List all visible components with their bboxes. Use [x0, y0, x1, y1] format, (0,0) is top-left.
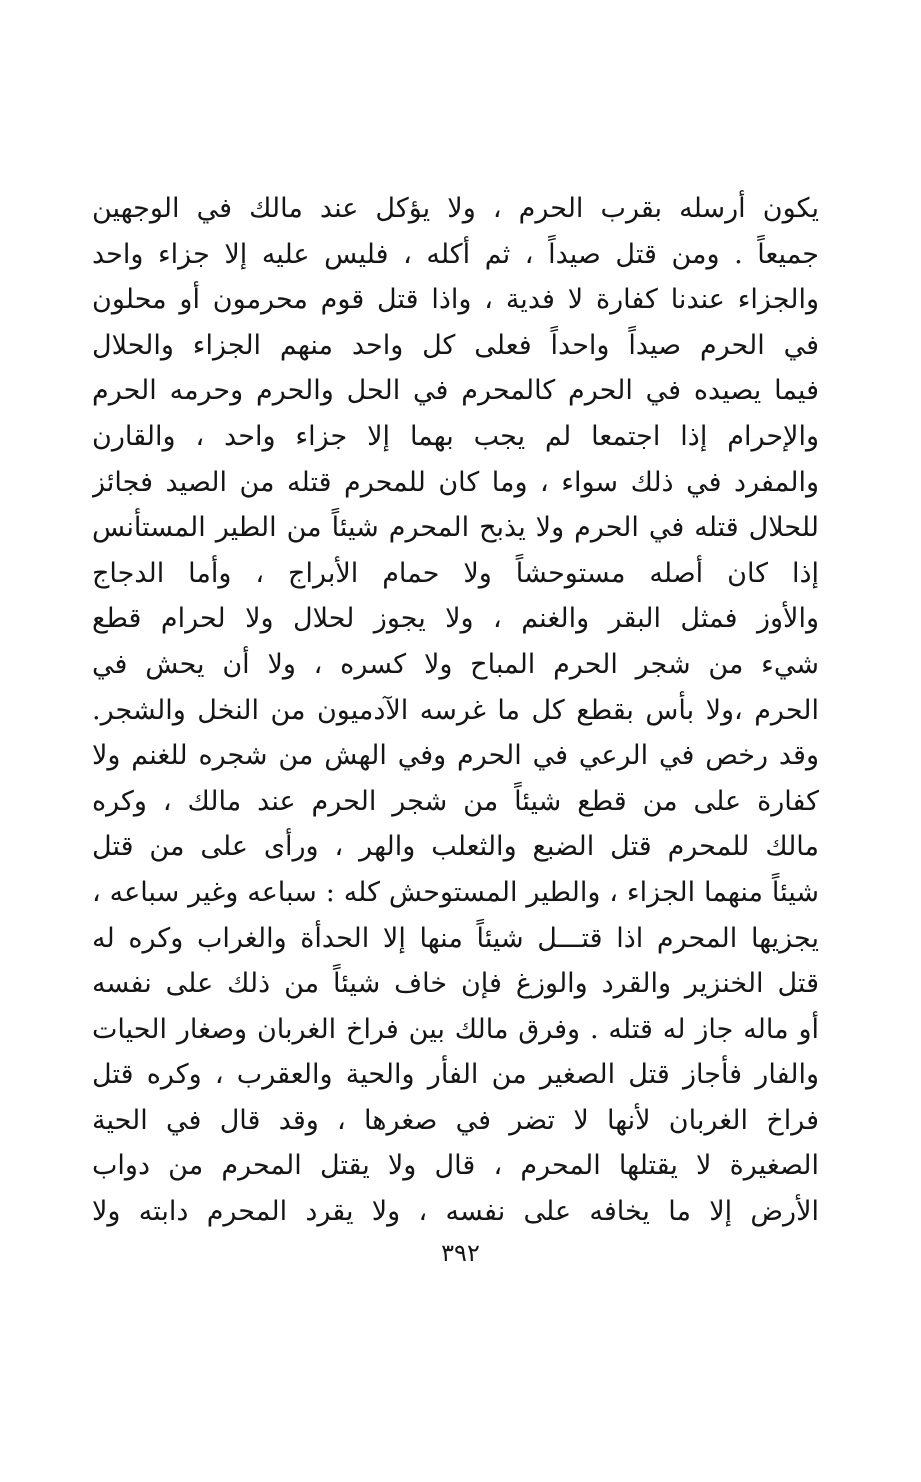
text-line: والفار فأجاز قتل الصغير من الفأر والحية والعقرب ، وكره قتل — [92, 1059, 819, 1091]
text-line: فيما يصيده في الحرم كالمحرم في الحل والحرم وحرمه الحرم — [92, 375, 819, 407]
text-line: مالك للمحرم قتل الضبع والثعلب والهر ، ورأى على من قتل — [92, 831, 819, 863]
text-line: للحلال قتله في الحرم ولا يذبح المحرم شيئاً من الطير المستأنس — [92, 512, 819, 544]
text-line: الحرم ،ولا بأس بقطع كل ما غرسه الآدميون من النخل والشجر. — [92, 694, 819, 726]
text-line: جميعاً . ومن قتل صيداً ، ثم أكله ، فليس عليه إلا جزاء واحد — [92, 238, 819, 270]
text-line: يجزيها المحرم اذا قتـــل شيئاً منها إلا الحدأة والغراب وكره له — [92, 922, 819, 954]
text-line: وقد رخص في الرعي في الحرم وفي الهش من شجره للغنم ولا — [92, 740, 819, 772]
text-line: والإحرام إذا اجتمعا لم يجب بهما إلا جزاء واحد ، والقارن — [92, 420, 819, 452]
text-line: والمفرد في ذلك سواء ، وما كان للمحرم قتله من الصيد فجائز — [92, 466, 819, 498]
text-line: شيء من شجر الحرم المباح ولا كسره ، ولا أن يحش في — [92, 648, 819, 680]
text-line: كفارة على من قطع شيئاً من شجر الحرم عند مالك ، وكره — [92, 785, 819, 817]
text-line: يكون أرسله بقرب الحرم ، ولا يؤكل عند مالك في الوجهين — [92, 193, 819, 224]
text-line: والجزاء عندنا كفارة لا فدية ، واذا قتل قوم محرمون أو محلون — [92, 284, 819, 316]
body-text — [92, 186, 819, 1235]
text-line: الأرض إلا ما يخافه على نفسه ، ولا يقرد المحرم دابته ولا — [92, 1196, 819, 1228]
text-line: إذا كان أصله مستوحشاً ولا حمام الأبراج ، وأما الدجاج — [92, 557, 819, 589]
text-line: الصغيرة لا يقتلها المحرم ، قال ولا يقتل المحرم من دواب — [92, 1150, 819, 1182]
page-number: ٣٩٢ — [441, 1239, 480, 1267]
text-line: فراخ الغربان لأنها لا تضر في صغرها ، وقد قال في الحية — [92, 1104, 819, 1136]
text-line: قتل الخنزير والقرد والوزغ فإن خاف شيئاً من ذلك على نفسه — [92, 968, 819, 1000]
text-line: والأوز فمثل البقر والغنم ، ولا يجوز لحلال ولا لحرام قطع — [92, 603, 819, 635]
text-line: شيئاً منهما الجزاء ، والطير المستوحش كله : سباعه وغير سباعه ، — [92, 876, 819, 908]
text-line: أو ماله جاز له قتله . وفرق مالك بين فراخ الغربان وصغار الحيات — [92, 1013, 819, 1045]
text-line: في الحرم صيداً واحداً فعلى كل واحد منهم الجزاء والحلال — [92, 329, 819, 361]
